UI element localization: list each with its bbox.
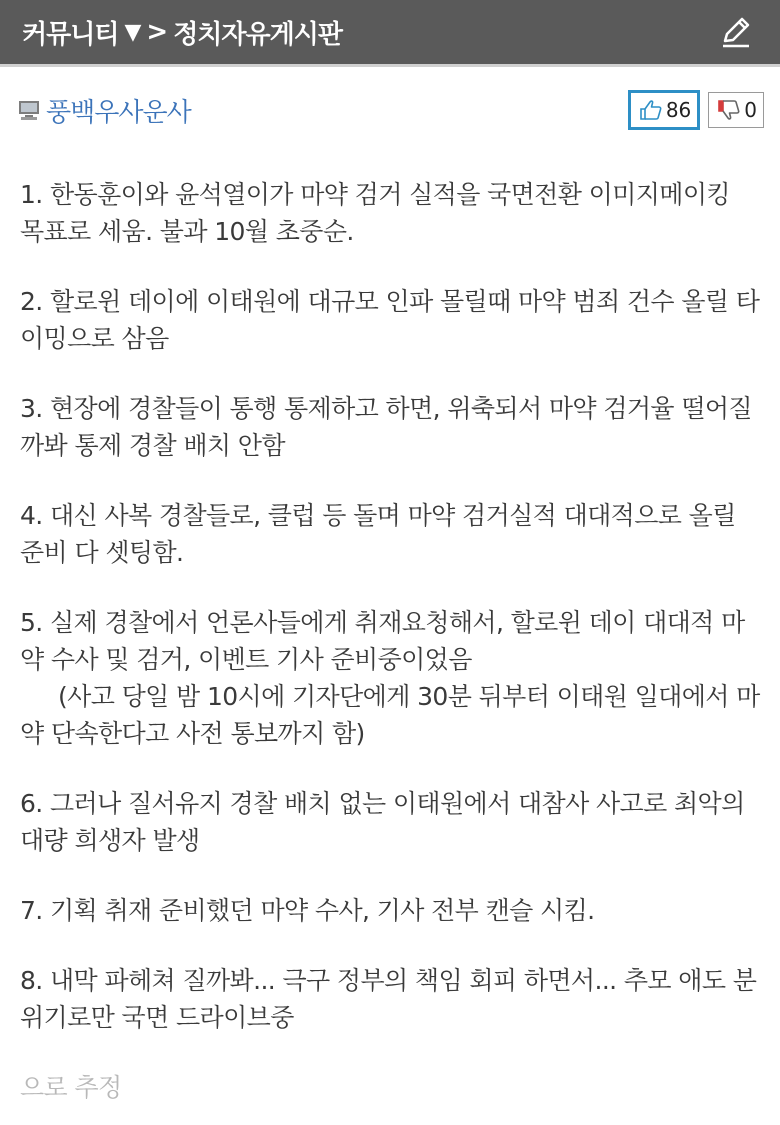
top-bar-shadow xyxy=(0,64,780,67)
community-menu-link[interactable]: 커뮤니티 xyxy=(22,19,119,50)
breadcrumb-separator: > xyxy=(146,17,168,47)
paragraph-3 xyxy=(20,390,760,464)
paragraph-6 xyxy=(20,785,760,859)
top-bar xyxy=(0,0,780,64)
like-button[interactable] xyxy=(628,90,700,130)
paragraph-text: 1. 한동훈이와 윤석열이가 마약 검거 실적을 국면전환 이미지메이킹 목표로 세움. 불과 10월 초중순. xyxy=(20,180,730,246)
paragraph-5 xyxy=(20,604,760,752)
trailing-text: 으로 추정 xyxy=(20,1073,122,1102)
paragraph-1 xyxy=(20,176,760,250)
vote-buttons xyxy=(628,90,764,130)
paragraph-7 xyxy=(20,892,760,929)
paragraph-note xyxy=(20,678,760,752)
paragraph-note-text: (사고 당일 밤 10시에 기자단에게 30분 뒤부터 이태원 일대에서 마약 단속한다고 사전 통보까지 함) xyxy=(20,682,760,748)
breadcrumb xyxy=(22,14,342,51)
thumbs-down-icon xyxy=(717,99,741,121)
dislike-count: 0 xyxy=(744,98,757,122)
post-header xyxy=(18,88,764,132)
author-name[interactable]: 풍백우사운사 xyxy=(46,97,191,128)
pencil-icon xyxy=(718,14,754,50)
paragraph-2 xyxy=(20,283,760,357)
dislike-button[interactable] xyxy=(708,92,764,128)
write-post-button[interactable] xyxy=(716,12,756,52)
paragraph-text: 6. 그러나 질서유지 경찰 배치 없는 이태원에서 대참사 사고로 최악의 대량 희생자 발생 xyxy=(20,789,745,855)
dropdown-icon[interactable]: ▼ xyxy=(124,19,141,45)
like-count: 86 xyxy=(665,98,692,122)
paragraph-text: 4. 대신 사복 경찰들로, 클럽 등 돌며 마약 검거실적 대대적으로 올릴 준비 다 셋팅함. xyxy=(20,501,736,567)
paragraph-text: 5. 실제 경찰에서 언론사들에게 취재요청해서, 할로윈 데이 대대적 마약 수사 및 검거, 이벤트 기사 준비중이었음 xyxy=(20,608,745,674)
paragraph-8 xyxy=(20,962,760,1036)
author[interactable] xyxy=(18,92,191,129)
thumbs-up-icon xyxy=(639,99,663,121)
paragraph-text: 8. 내막 파헤쳐 질까봐... 극구 정부의 책임 회피 하면서... 추모 애도 분위기로만 국면 드라이브중 xyxy=(20,966,757,1032)
board-name-link[interactable]: 정치자유게시판 xyxy=(173,19,342,50)
paragraph-text: 2. 할로윈 데이에 이태원에 대규모 인파 몰릴때 마약 범죄 건수 올릴 타이밍으로 삼음 xyxy=(20,287,760,353)
paragraph-text: 7. 기획 취재 준비했던 마약 수사, 기사 전부 캔슬 시킴. xyxy=(20,896,595,925)
paragraph-text: 3. 현장에 경찰들이 통행 통제하고 하면, 위축되서 마약 검거율 떨어질까봐 통제 경찰 배치 안함 xyxy=(20,394,752,460)
post-body xyxy=(20,176,760,1125)
paragraph-4 xyxy=(20,497,760,571)
computer-icon xyxy=(18,99,40,121)
